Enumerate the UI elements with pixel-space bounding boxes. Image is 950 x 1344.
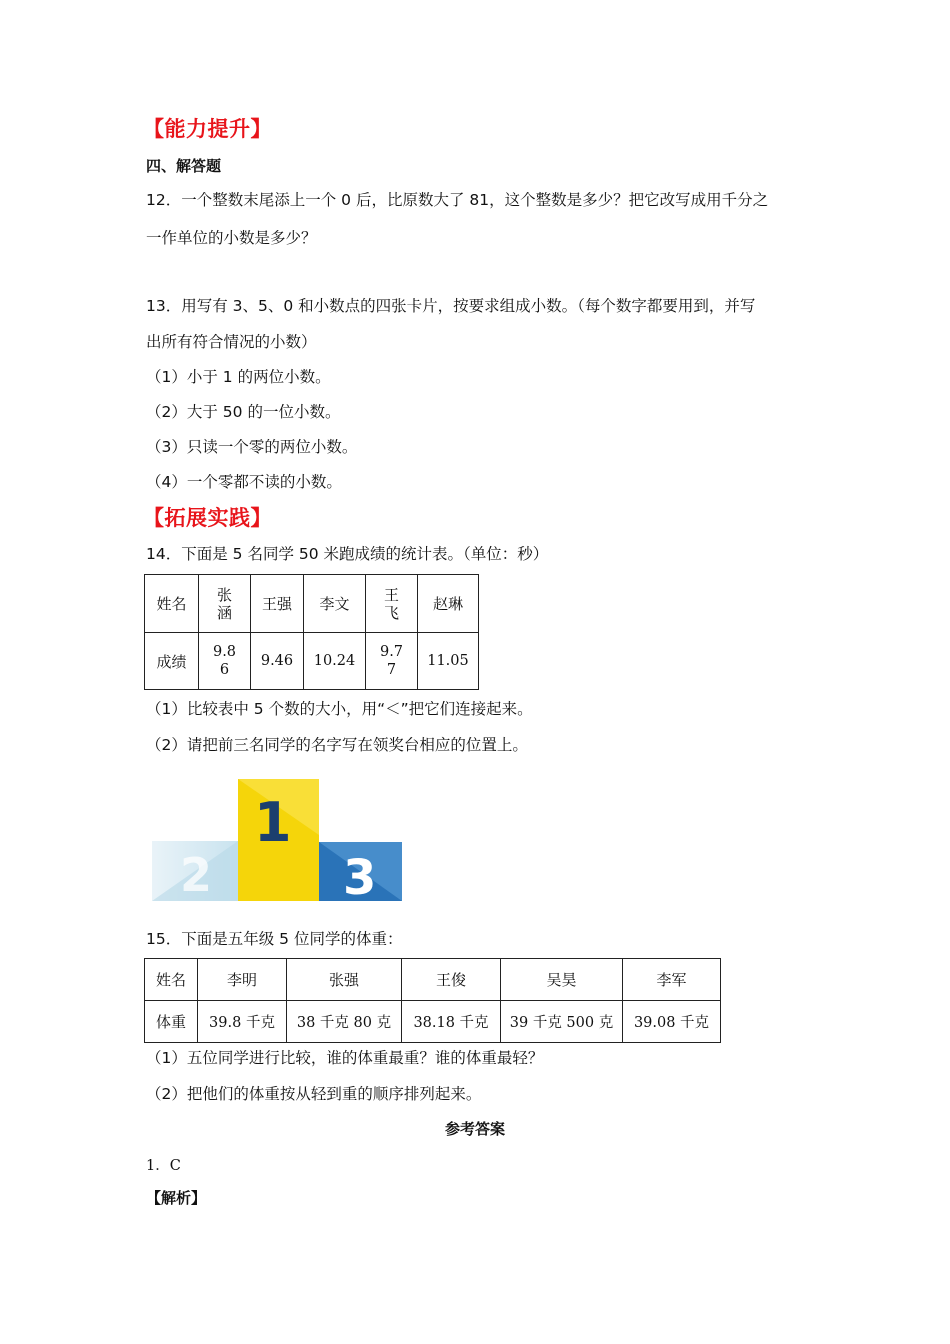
q13-sub4: （4）一个零都不读的小数。 [146,473,342,491]
score-cell: 9.7 7 [366,633,418,690]
podium-first-number: 1 [254,791,292,854]
name-cell: 李明 [198,959,287,1001]
q15-sub1: （1）五位同学进行比较，谁的体重最重？谁的体重最轻？ [146,1049,544,1067]
table-row [145,1001,721,1043]
q15-intro: 15．下面是五年级 5 位同学的体重： [146,930,403,948]
name-cell: 王 飞 [366,575,418,633]
name-cell: 张 涵 [199,575,251,633]
row-label-cell: 体重 [145,1001,198,1043]
weight-cell: 39.8 千克 [198,1001,287,1043]
score-cell: 9.8 6 [199,633,251,690]
part4-title: 四、解答题 [146,157,222,175]
table-row [145,575,479,633]
q14-sub2: （2）请把前三名同学的名字写在领奖台相应的位置上。 [146,736,528,754]
name-cell: 李军 [623,959,721,1001]
header-label-cell: 姓名 [145,575,199,633]
q15-weight-table [144,958,721,1043]
q14-intro: 14．下面是 5 名同学 50 米跑成绩的统计表。（单位：秒） [146,545,549,563]
podium-second-number: 2 [180,848,213,902]
section-heading-ability: 【能力提升】 [143,117,272,141]
score-cell: 9.46 [251,633,304,690]
weight-cell: 38 千克 80 克 [287,1001,402,1043]
q12-line2: 一作单位的小数是多少？ [146,229,317,247]
table-row [145,633,479,690]
score-cell: 10.24 [304,633,366,690]
weight-cell: 38.18 千克 [402,1001,501,1043]
podium-image [150,775,404,903]
weight-cell: 39.08 千克 [623,1001,721,1043]
analysis-label: 【解析】 [146,1189,207,1207]
name-cell: 张强 [287,959,402,1001]
name-cell: 李文 [304,575,366,633]
header-label-cell: 姓名 [145,959,198,1001]
q13-sub3: （3）只读一个零的两位小数。 [146,438,358,456]
q13-sub2: （2）大于 50 的一位小数。 [146,403,341,421]
q12-line1: 12．一个整数末尾添上一个 0 后，比原数大了 81，这个整数是多少？把它改写成用千分之 [146,191,769,209]
q13-sub1: （1）小于 1 的两位小数。 [146,368,331,386]
name-cell: 王强 [251,575,304,633]
row-label-cell: 成绩 [145,633,199,690]
name-cell: 吴昊 [501,959,623,1001]
answer-1: 1．C [146,1158,181,1174]
podium-third-number: 3 [343,850,377,903]
q14-score-table [144,574,479,690]
score-cell: 11.05 [418,633,479,690]
answer-title: 参考答案 [444,1120,505,1138]
q14-sub1: （1）比较表中 5 个数的大小，用“＜”把它们连接起来。 [146,700,533,718]
section-heading-extend: 【拓展实践】 [143,506,272,530]
q13-line2: 出所有符合情况的小数） [146,333,317,351]
name-cell: 赵琳 [418,575,479,633]
name-cell: 王俊 [402,959,501,1001]
table-row [145,959,721,1001]
q15-sub2: （2）把他们的体重按从轻到重的顺序排列起来。 [146,1085,482,1103]
q13-line1: 13．用写有 3、5、0 和小数点的四张卡片，按要求组成小数。（每个数字都要用到，并写 [146,297,756,315]
weight-cell: 39 千克 500 克 [501,1001,623,1043]
